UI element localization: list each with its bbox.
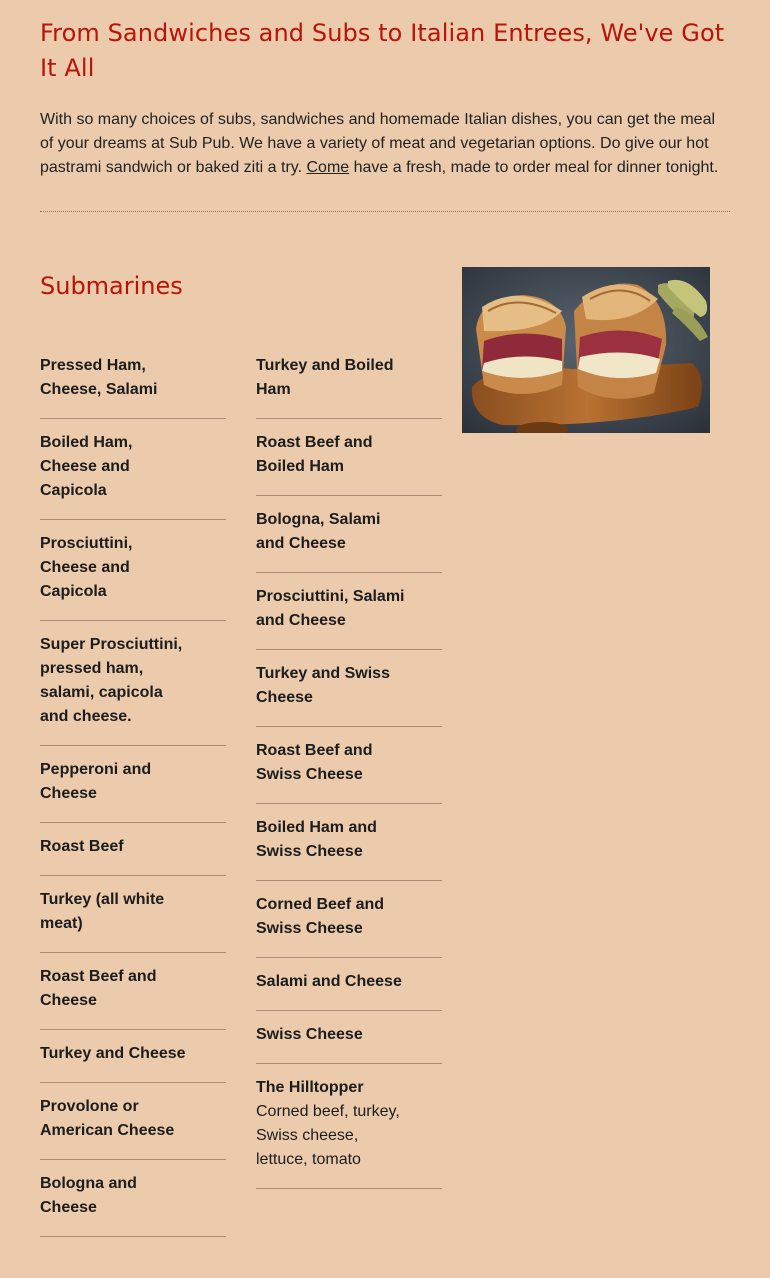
reuben-sandwich-photo [462, 267, 710, 433]
menu-item [256, 419, 442, 496]
menu-item [40, 1030, 226, 1083]
menu-item [256, 727, 442, 804]
menu-item-name: Prosciuttini, Salami and Cheese [256, 588, 405, 629]
menu-item [256, 958, 442, 1011]
menu-item [40, 1160, 226, 1237]
menu-item [40, 953, 226, 1030]
submarines-right-column [256, 342, 442, 1189]
menu-item-name: Turkey and Boiled Ham [256, 357, 394, 398]
menu-item [40, 342, 226, 419]
menu-item-name: Swiss Cheese [256, 1026, 363, 1043]
menu-item-name: Boiled Ham and Swiss Cheese [256, 819, 377, 860]
menu-item-name: Roast Beef and Cheese [40, 968, 157, 1009]
menu-item-name: Corned Beef and Swiss Cheese [256, 896, 385, 937]
section-divider [40, 211, 730, 212]
menu-item-name: Roast Beef and Swiss Cheese [256, 742, 373, 783]
menu-item-name: The Hilltopper [256, 1079, 364, 1096]
submarines-left-column [40, 342, 226, 1237]
menu-item-name: Bologna and Cheese [40, 1175, 137, 1216]
menu-item-name: Provolone or American Cheese [40, 1098, 175, 1139]
menu-item [256, 650, 442, 727]
menu-item [256, 881, 442, 958]
menu-item-name: Turkey and Cheese [40, 1045, 186, 1062]
menu-item-name: Bologna, Salami and Cheese [256, 511, 381, 552]
menu-item [40, 419, 226, 520]
menu-item-name: Pressed Ham, Cheese, Salami [40, 357, 158, 398]
menu-item [256, 804, 442, 881]
hero-title: From Sandwiches and Subs to Italian Entrees, We've Got It All [40, 19, 725, 82]
intro-text-before: With so many choices of subs, sandwiches and homemade Italian dishes, you can get the meal of your dreams at Sub Pub. We have a variety of meat and vegetarian options. Do give our hot pastrami sandwich or baked ziti a try. [40, 111, 716, 176]
menu-item-name: Super Prosciuttini, pressed ham, salami, capicola and cheese. [40, 636, 183, 725]
menu-item [40, 823, 226, 876]
menu-item-description: Corned beef, turkey, Swiss cheese, lettuce, tomato [256, 1103, 400, 1168]
page-content [40, 0, 730, 1216]
menu-item [40, 520, 226, 621]
menu-item-name: Roast Beef [40, 838, 124, 855]
menu-item [256, 1064, 442, 1189]
menu-item-name: Pepperoni and Cheese [40, 761, 152, 802]
menu-item [40, 876, 226, 953]
menu-item-name: Prosciuttini, Cheese and Capicola [40, 535, 133, 600]
menu-item-name: Salami and Cheese [256, 973, 402, 990]
menu-item-name: Turkey and Swiss Cheese [256, 665, 390, 706]
menu-item-name: Turkey (all white meat) [40, 891, 165, 932]
menu-item [256, 573, 442, 650]
menu-item [256, 1011, 442, 1064]
come-link[interactable]: Come [306, 159, 350, 176]
menu-item-name: Roast Beef and Boiled Ham [256, 434, 373, 475]
menu-item-name: Boiled Ham, Cheese and Capicola [40, 434, 133, 499]
menu-item [256, 342, 442, 419]
submarines-heading: Submarines [40, 272, 183, 300]
menu-item [40, 1083, 226, 1160]
hero-intro [40, 108, 730, 180]
menu-item [40, 621, 226, 746]
menu-item [256, 496, 442, 573]
intro-text-after: have a fresh, made to order meal for dinner tonight. [349, 159, 719, 176]
menu-item [40, 746, 226, 823]
